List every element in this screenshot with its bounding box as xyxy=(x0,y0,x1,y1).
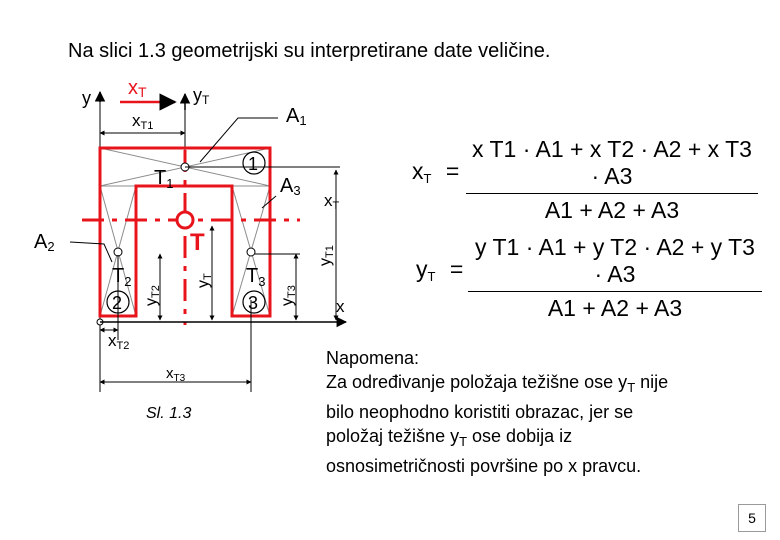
page-number: 5 xyxy=(738,504,766,532)
svg-text:yT: yT xyxy=(195,273,214,288)
xT3-label: x xyxy=(166,365,174,382)
svg-text:x xyxy=(336,297,345,316)
T3-label: T xyxy=(246,265,259,287)
svg-text:xT1: xT1 xyxy=(132,111,154,132)
svg-text:yT3: yT3 xyxy=(279,285,298,306)
xT-numerator: x T1 · A1 + x T2 · A2 + x T3 · A3 xyxy=(466,136,758,194)
xT-label: x xyxy=(128,77,138,99)
A3-label: A xyxy=(280,175,294,197)
svg-text:yT2: yT2 xyxy=(143,285,162,306)
xT2-label: x xyxy=(108,331,117,350)
slide-title: Na slici 1.3 geometrijski su interpretirane date veličine. xyxy=(68,40,551,62)
T1-label: T xyxy=(154,167,167,189)
yT-vertical-label: y xyxy=(195,280,212,288)
svg-text:T3: $T_3$ xyxy=(246,265,266,289)
note-heading: Napomena: xyxy=(326,348,420,368)
svg-text:1 xyxy=(248,154,258,174)
svg-text:3 xyxy=(248,293,258,313)
svg-text:A2: A2 xyxy=(34,231,55,254)
note-line-3: položaj težišne $y_T$ ose dobija iz xyxy=(326,426,573,449)
svg-text:2 xyxy=(112,293,122,313)
svg-text:T2: $T_2$ xyxy=(112,265,132,289)
xT-right-label: x xyxy=(324,191,333,210)
centroid-T-marker xyxy=(177,212,193,228)
svg-text:yT: yT xyxy=(193,85,210,107)
svg-text:T xyxy=(190,229,205,256)
xT-denominator: A1 + A2 + A3 xyxy=(544,197,680,223)
xT-formula-lhs: $x_T$ = xyxy=(412,158,460,186)
svg-text:A3: A3 xyxy=(280,175,301,198)
yT-denominator: A1 + A2 + A3 xyxy=(547,295,683,321)
note-line-2: bilo neophodno koristiti obrazac, jer se xyxy=(326,402,634,422)
area-2-number: 2 xyxy=(112,293,123,313)
yT2-label: y xyxy=(143,298,160,306)
svg-text:xT2: xT2 xyxy=(108,331,130,352)
centroid-T2-marker xyxy=(114,248,122,256)
note-line-1: Za određivanje položaja težišne ose $y_T$ nije xyxy=(326,372,669,395)
note-block xyxy=(326,346,746,478)
note-line-4: osnosimetričnosti površine po x pravcu. xyxy=(326,456,642,476)
x-axis-label: x xyxy=(336,297,345,316)
xT-formula-fraction xyxy=(466,136,758,224)
area-1-number: 1 xyxy=(248,154,259,174)
yT-formula-fraction xyxy=(468,234,762,322)
figure-caption: Sl. 1.3 xyxy=(146,405,192,422)
xT1-label: x xyxy=(132,111,141,130)
A2-label: A xyxy=(34,231,48,253)
yT3-label: y xyxy=(279,298,296,306)
centroid-T-label: T xyxy=(190,229,205,256)
yT-formula-lhs: $y_T$ = xyxy=(416,256,464,284)
svg-text:y xyxy=(82,88,91,108)
area-3-number: 3 xyxy=(248,293,259,313)
yT1-label: y xyxy=(317,258,334,266)
svg-text:T1: $T_1$ xyxy=(154,167,174,191)
yT-label: y xyxy=(193,85,202,105)
svg-text:Sl. 1.3 xyxy=(146,405,191,422)
yT-numerator: y T1 · A1 + y T2 · A2 + y T3 · A3 xyxy=(468,234,762,292)
A2-leader xyxy=(70,242,112,262)
svg-text:xT: xT xyxy=(324,191,340,212)
centroid-T3-marker xyxy=(247,248,255,256)
A1-label: A xyxy=(286,105,300,127)
svg-text:xT: xT xyxy=(128,77,147,100)
svg-text:A1: A1 xyxy=(286,105,307,128)
T2-label: T xyxy=(112,265,125,287)
svg-text:yT1: yT1 xyxy=(317,245,336,266)
y-label: y xyxy=(82,88,91,108)
svg-text:xT3: $x_{T3}$ xyxy=(166,365,186,384)
